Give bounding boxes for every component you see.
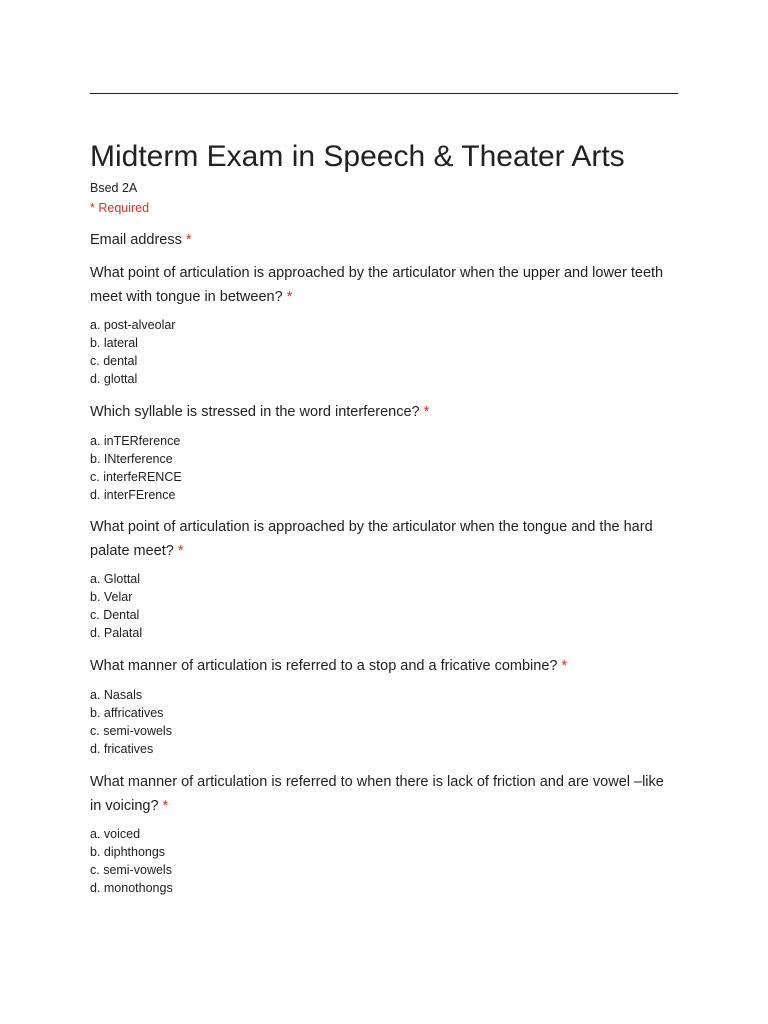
required-asterisk: * xyxy=(561,658,568,674)
option-c: c. dental xyxy=(90,354,138,368)
option-a: a. inTERference xyxy=(90,434,181,448)
option-b: b. affricatives xyxy=(90,706,164,720)
question-3-text: What point of articulation is approached by the articulator when the tongue and the hard palate meet? xyxy=(90,519,653,559)
option-b: b. diphthongs xyxy=(90,845,166,859)
option-c: c. interfeRENCE xyxy=(90,470,182,484)
option-a: a. Glottal xyxy=(90,572,141,586)
option-d: d. fricatives xyxy=(90,742,154,756)
option-b: b. lateral xyxy=(90,336,138,350)
option-d: d. glottal xyxy=(90,372,138,386)
question-3-options xyxy=(90,570,142,642)
required-asterisk: * xyxy=(423,404,430,420)
option-a: a. Nasals xyxy=(90,688,143,702)
email-address-label[interactable] xyxy=(90,228,678,252)
question-5-text: What manner of articulation is referred to when there is lack of friction and are vowel –like in voicing? xyxy=(90,774,664,814)
required-note: * Required xyxy=(90,201,150,215)
option-c: c. Dental xyxy=(90,608,140,622)
required-asterisk: * xyxy=(162,798,169,814)
question-4-text: What manner of articulation is referred to a stop and a fricative combine? xyxy=(90,658,558,674)
form-subtitle: Bsed 2A xyxy=(90,181,138,195)
option-d: d. Palatal xyxy=(90,626,143,640)
required-asterisk: * xyxy=(177,543,184,559)
question-5-options xyxy=(90,825,173,897)
question-2-text: Which syllable is stressed in the word interference? xyxy=(90,404,420,420)
option-a: a. post-alveolar xyxy=(90,318,176,332)
option-b: b. Velar xyxy=(90,590,133,604)
option-d: d. monothongs xyxy=(90,881,173,895)
question-1 xyxy=(90,261,678,309)
question-2 xyxy=(90,400,678,424)
email-address-text: Email address xyxy=(90,232,182,248)
question-1-text: What point of articulation is approached by the articulator when the upper and lower teeth meet with tongue in between? xyxy=(90,265,664,305)
question-5 xyxy=(90,770,678,818)
required-asterisk: * xyxy=(286,289,293,305)
required-asterisk: * xyxy=(185,232,192,248)
option-d: d. interFErence xyxy=(90,488,176,502)
form-title: Midterm Exam in Speech & Theater Arts xyxy=(90,140,625,173)
option-b: b. INterference xyxy=(90,452,173,466)
top-divider xyxy=(90,93,678,94)
option-a: a. voiced xyxy=(90,827,141,841)
question-2-options xyxy=(90,432,182,504)
option-c: c. semi-vowels xyxy=(90,724,172,738)
question-3 xyxy=(90,515,678,563)
question-1-options xyxy=(90,316,175,388)
question-4-options xyxy=(90,686,172,758)
question-4 xyxy=(90,654,678,678)
option-c: c. semi-vowels xyxy=(90,863,172,877)
